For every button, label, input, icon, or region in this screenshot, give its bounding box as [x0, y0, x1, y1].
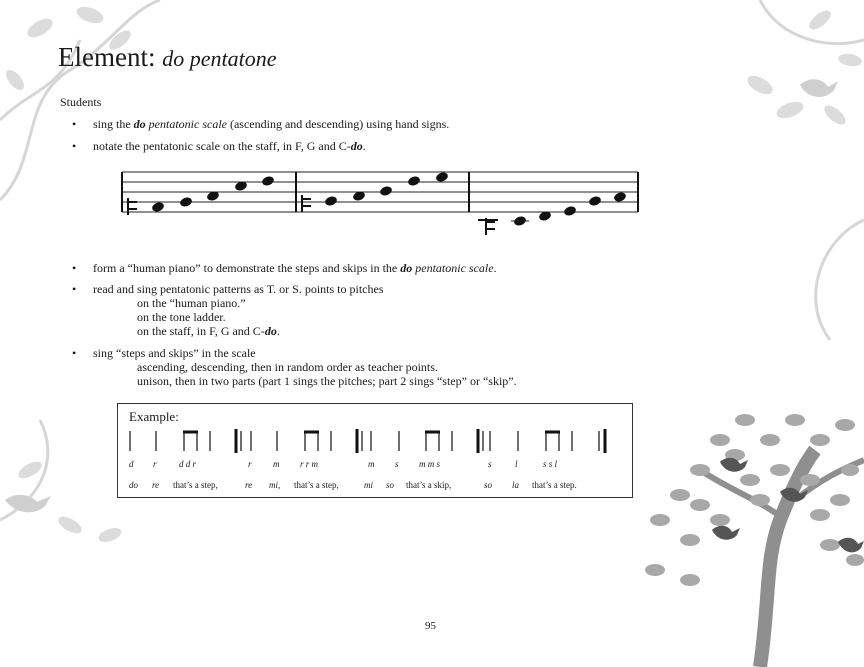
bullet-item: • read and sing pentatonic patterns as T. or S. points to pitches	[72, 282, 384, 296]
syllable: m m s	[419, 459, 441, 469]
intro-text: Students	[60, 95, 102, 109]
example-label: Example:	[129, 409, 179, 424]
page-number: 95	[425, 620, 436, 632]
step-skip-word: that’s a step,	[173, 480, 218, 490]
solfege-word: do	[129, 480, 138, 490]
syllable: d d r	[179, 459, 197, 469]
rhythm-notation	[118, 426, 632, 456]
syllable: r	[153, 459, 157, 469]
solfege-word: re	[152, 480, 160, 490]
syllable: s	[395, 459, 399, 469]
example-box	[117, 403, 633, 498]
bullet-dot: •	[72, 346, 77, 360]
bullet-item: • notate the pentatonic scale on the staff, in F, G and C-do.	[72, 139, 366, 153]
bullet-item: • sing “steps and skips” in the scale	[72, 346, 256, 360]
step-skip-word: that’s a step.	[532, 480, 577, 490]
sub-item: on the “human piano.”	[137, 296, 246, 310]
bullet-item: • sing the do pentatonic scale (ascending and descending) using hand signs.	[72, 117, 450, 131]
sub-item: on the tone ladder.	[137, 310, 226, 324]
note-heads	[151, 171, 627, 227]
sub-item: on the staff, in F, G and C-do.	[137, 324, 280, 338]
solfege-word: so	[386, 480, 395, 490]
syllable: s s l	[543, 459, 558, 469]
syllable: r r m	[300, 459, 319, 469]
syllable: l	[515, 459, 518, 469]
sub-item: ascending, descending, then in random order as teacher points.	[137, 360, 438, 374]
syllable: m	[273, 459, 280, 469]
tree-illustration	[645, 414, 864, 667]
bullet-item: • form a “human piano” to demonstrate the steps and skips in the do pentatonic scale.	[72, 261, 497, 275]
syllable: m	[368, 459, 375, 469]
step-skip-word: that’s a step,	[294, 480, 339, 490]
step-skip-word: that’s a skip,	[406, 480, 452, 490]
sub-item: unison, then in two parts (part 1 sings the pitches; part 2 sings “step” or “skip”.	[137, 374, 517, 388]
page-title	[58, 42, 276, 73]
bullet-dot: •	[72, 261, 77, 275]
solfege-word: mi	[364, 480, 373, 490]
pentatonic-staff	[118, 165, 643, 235]
solfege-word: mi,	[269, 480, 281, 490]
syllable: s	[488, 459, 492, 469]
bullet-dot: •	[72, 117, 77, 131]
solfege-word: so	[484, 480, 493, 490]
title-prefix: Element:	[58, 42, 163, 72]
syllable: d	[129, 459, 134, 469]
bullet-dot: •	[72, 282, 77, 296]
title-emphasis: do pentatone	[162, 46, 277, 71]
solfege-word: re	[245, 480, 253, 490]
solfege-word: la	[512, 480, 520, 490]
syllable: r	[248, 459, 252, 469]
bullet-dot: •	[72, 139, 77, 153]
